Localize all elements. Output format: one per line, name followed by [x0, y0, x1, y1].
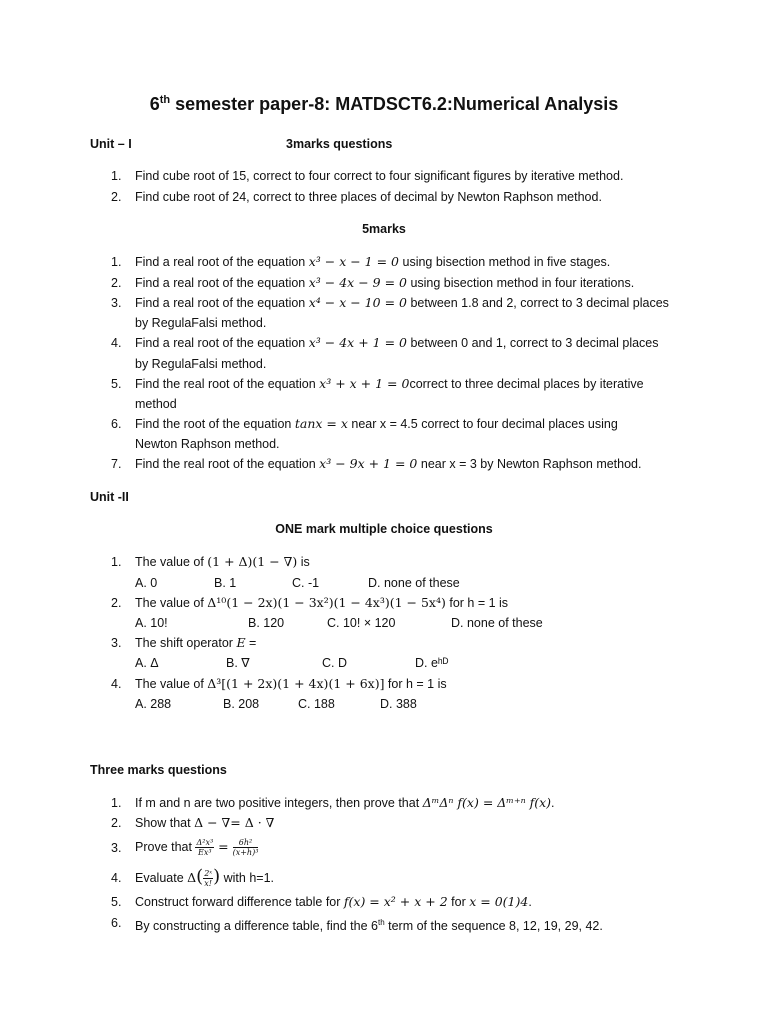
list-item-number: 3.: [111, 296, 122, 310]
option: B. 120: [248, 616, 285, 630]
list-item-number: 2.: [111, 190, 122, 204]
list-item-continuation: by RegulaFalsi method.: [135, 357, 267, 371]
equation: x³ − 9x + 1 = 0: [319, 456, 418, 471]
list-item: Construct forward difference table for f(x) = x² + x + 2 for x = 0(1)4.: [135, 894, 532, 909]
list-item-number: 1.: [111, 169, 122, 183]
fraction: $\frac{\text{6h²}}{\text{(x+h)³}}$: [232, 838, 259, 858]
list-item: Find the real root of the equation x³ − 9x + 1 = 0 near x = 3 by Newton Raphson method.: [135, 456, 642, 471]
list-item: By constructing a difference table, find the 6th term of the sequence 8, 12, 19, 29, 42.: [135, 918, 603, 934]
equation: f(x) = x² + x + 2: [343, 894, 448, 909]
equation: Δ − ∇= Δ · ∇: [194, 815, 275, 830]
list-item: Find a real root of the equation x³ − 4x + 1 = 0 between 0 and 1, correct to 3 decimal places: [135, 335, 659, 350]
equation: Δ¹⁰(1 − 2x)(1 − 3x²)(1 − 4x³)(1 − 5x⁴): [207, 595, 446, 610]
list-item-number: 1.: [111, 555, 122, 569]
list-item: Find a real root of the equation x⁴ − x − 10 = 0 between 1.8 and 2, correct to 3 decimal places: [135, 295, 669, 310]
equation: E: [236, 635, 246, 650]
unit-2-label: Unit -II: [90, 490, 129, 504]
option: D. eʰᴰ: [415, 656, 449, 670]
unit-2-section-heading: ONE mark multiple choice questions: [275, 522, 493, 536]
option: B. 1: [214, 576, 237, 590]
list-item-number: 3.: [111, 841, 122, 855]
list-item-number: 3.: [111, 636, 122, 650]
list-item-continuation: by RegulaFalsi method.: [135, 316, 267, 330]
list-item-number: 1.: [111, 796, 122, 810]
list-item: Find a real root of the equation x³ − 4x − 9 = 0 using bisection method in four iterations.: [135, 275, 635, 290]
five-marks-heading: 5marks: [362, 222, 406, 236]
list-item: The shift operator E =: [135, 635, 257, 650]
list-item: Find a real root of the equation x³ − x − 1 = 0 using bisection method in five stages.: [135, 254, 611, 269]
option: A. Δ: [135, 656, 159, 670]
equation: x⁴ − x − 10 = 0: [308, 295, 407, 310]
unit-1-label: Unit – I: [90, 137, 132, 151]
equation: Δ: [187, 870, 197, 885]
equation: x = 0(1)4: [469, 894, 529, 909]
list-item-number: 4.: [111, 336, 122, 350]
list-item-number: 2.: [111, 276, 122, 290]
unit-1-section-heading: 3marks questions: [286, 137, 393, 151]
equation: x³ − 4x + 1 = 0: [308, 335, 407, 350]
fraction: $\frac{\text{2ˣ}}{x!}$: [204, 869, 213, 889]
option: A. 0: [135, 576, 158, 590]
page-title: 6th semester paper-8: MATDSCT6.2:Numerical Analysis: [149, 94, 619, 114]
equation: (1 + Δ)(1 − ∇): [207, 554, 298, 569]
option: B. ∇: [226, 656, 250, 670]
list-item-number: 1.: [111, 255, 122, 269]
list-item-number: 7.: [111, 457, 122, 471]
option: D. none of these: [451, 616, 543, 630]
option: C. -1: [292, 576, 320, 590]
option: B. 208: [223, 697, 260, 711]
equation: tanx = x: [294, 416, 348, 431]
three-marks-heading: Three marks questions: [90, 763, 227, 777]
option: C. 188: [298, 697, 335, 711]
list-item: The value of Δ¹⁰(1 − 2x)(1 − 3x²)(1 − 4x³)(1 − 5x⁴) for h = 1 is: [135, 595, 509, 610]
option: D. none of these: [368, 576, 460, 590]
option: D. 388: [380, 697, 417, 711]
list-item-number: 2.: [111, 816, 122, 830]
equation: x³ + x + 1 = 0: [319, 376, 410, 391]
option: C. D: [322, 656, 347, 670]
list-item: Show that Δ − ∇= Δ · ∇: [135, 815, 275, 830]
equation: ΔᵐΔⁿ f(x) = Δᵐ⁺ⁿ f(x): [422, 795, 552, 810]
list-item-number: 4.: [111, 871, 122, 885]
list-item-continuation: method: [135, 397, 177, 411]
equation: x³ − 4x − 9 = 0: [308, 275, 407, 290]
list-item: Find the root of the equation tanx = x near x = 4.5 correct to four decimal places using: [135, 416, 618, 431]
list-item: Prove that $\frac{\text{Δ²x³}}{\text{Ex³}}$ = $\frac{\text{6h²}}{\text{(x+h)³}}$: [135, 838, 259, 858]
list-item: Find cube root of 15, correct to four correct to four significant figures by iterative method.: [135, 169, 624, 183]
list-item-number: 2.: [111, 596, 122, 610]
list-item: Evaluate Δ( $\frac{\text{2ˣ}}{x!}$ ) with h=1.: [135, 866, 275, 889]
list-item-number: 6.: [111, 417, 122, 431]
equation: Δ³[(1 + 2x)(1 + 4x)(1 + 6x)]: [207, 676, 385, 691]
list-item-number: 5.: [111, 377, 122, 391]
list-item-number: 6.: [111, 916, 122, 930]
list-item: The value of (1 + Δ)(1 − ∇) is: [135, 554, 310, 569]
list-item: Find cube root of 24, correct to three places of decimal by Newton Raphson method.: [135, 190, 602, 204]
list-item: If m and n are two positive integers, then prove that ΔᵐΔⁿ f(x) = Δᵐ⁺ⁿ f(x).: [135, 795, 555, 810]
list-item-number: 5.: [111, 895, 122, 909]
equation: x³ − x − 1 = 0: [308, 254, 400, 269]
list-item: Find the real root of the equation x³ + x + 1 = 0correct to three decimal places by iterative: [135, 376, 644, 391]
option: A. 10!: [135, 616, 168, 630]
option: A. 288: [135, 697, 172, 711]
list-item-continuation: Newton Raphson method.: [135, 437, 280, 451]
list-item-number: 4.: [111, 677, 122, 691]
list-item: The value of Δ³[(1 + 2x)(1 + 4x)(1 + 6x)] for h = 1 is: [135, 676, 447, 691]
option: C. 10! × 120: [327, 616, 396, 630]
fraction: $\frac{\text{Δ²x³}}{\text{Ex³}}$: [196, 838, 214, 858]
